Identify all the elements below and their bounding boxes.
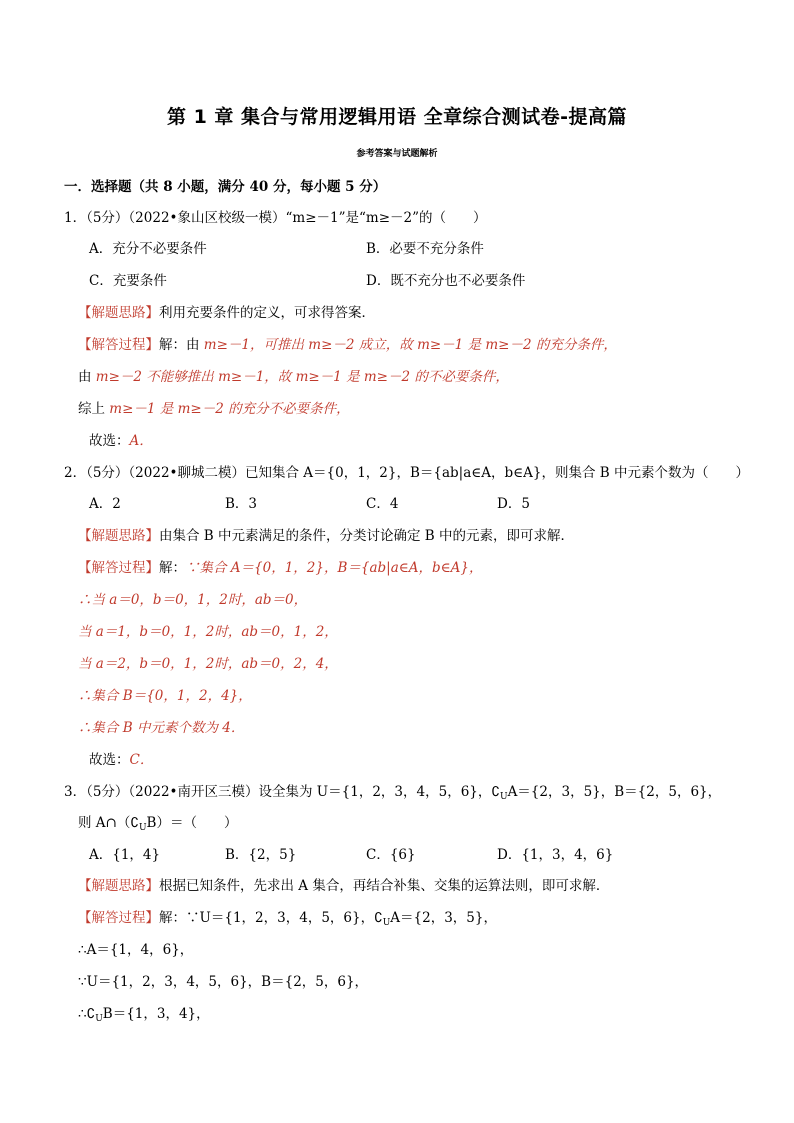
q3-process-line4: [78, 1005, 210, 1028]
q3-option-a: A．{1，4}: [89, 847, 161, 863]
section-heading: 一．选择题（共 8 小题，满分 40 分，每小题 5 分）: [64, 179, 387, 195]
q3-process-sub4: U: [95, 1014, 103, 1024]
q1-process-line3: [78, 400, 350, 418]
q2-process-line5: ∴集合 B＝{0，1，2，4}，: [78, 688, 252, 704]
q1-process-line2: [78, 368, 509, 386]
q2-process-tag: 【解答过程】: [78, 560, 159, 576]
q2-answer-value: C．: [129, 752, 154, 768]
q2-option-a: A．2: [89, 496, 121, 512]
q2-answer-label: 故选：: [89, 752, 130, 768]
q3-process-text1b: A＝{2，3，5}，: [390, 910, 497, 926]
q3-option-d: D．{1，3，4，6}: [497, 847, 614, 863]
q1-option-c: C．充要条件: [89, 273, 167, 289]
q3-process-text4: ∴∁: [78, 1006, 96, 1022]
q2-hint-text: 由集合 B 中元素满足的条件，分类讨论确定 B 中的元素，即可求解．: [159, 528, 575, 544]
q1-process-line1: [78, 336, 617, 354]
page-title: 第 1 章 集合与常用逻辑用语 全章综合测试卷-提高篇: [166, 106, 628, 128]
q3-stem-sub1: U: [499, 792, 508, 802]
q1-answer-label: 故选：: [89, 433, 130, 449]
q3-process-line2: ∴A＝{1，4，6}，: [78, 942, 194, 958]
q2-process-line4: 当 a＝2，b＝0，1，2时，ab＝0，2，4，: [78, 656, 338, 672]
q2-answer: [89, 751, 153, 769]
q1-process-text1: m≥－1，可推出 m≥－2 成立，故 m≥－1 是 m≥－2 的充分条件，: [203, 337, 617, 353]
q3-stem-line1: [64, 783, 721, 806]
q2-hint-tag: 【解题思路】: [78, 528, 159, 544]
q1-process-lead3: 综上: [78, 401, 110, 417]
q2-process-lead: 解：: [159, 560, 186, 576]
q1-hint-text: 利用充要条件的定义，可求得答案．: [159, 305, 375, 321]
q3-option-c: C．{6}: [366, 847, 416, 863]
q1-answer: [89, 432, 153, 450]
q3-process-text1: 解：∵U＝{1，2，3，4，5，6}，∁: [159, 910, 383, 926]
q1-process-lead2: 由: [78, 369, 96, 385]
q3-option-b: B．{2，5}: [225, 847, 297, 863]
q3-stem-text1: 3．（5分）（2022•南开区三模）设全集为 U＝{1，2，3，4，5，6}，∁: [64, 784, 500, 800]
page-subtitle: 参考答案与试题解析: [356, 149, 438, 159]
q2-option-c: C．4: [366, 496, 399, 512]
q3-process-tag: 【解答过程】: [78, 910, 159, 926]
q3-stem-line2: [78, 814, 237, 837]
q3-stem-text1b: A＝{2，3，5}，B＝{2，5，6}，: [507, 784, 722, 800]
q2-option-d: D．5: [497, 496, 530, 512]
q2-process-line2: ∴当 a＝0，b＝0，1，2时，ab＝0，: [78, 592, 308, 608]
q3-stem-text2b: B）＝（ ）: [146, 815, 238, 831]
q1-stem: 1．（5分）（2022•象山区校级一模）“m≥－1”是“m≥－2”的（ ）: [64, 210, 487, 226]
q3-hint: [78, 877, 609, 895]
q1-process-lead: 解：由: [159, 337, 204, 353]
q1-option-b: B．必要不充分条件: [366, 241, 484, 257]
q3-process-line3: ∵U＝{1，2，3，4，5，6}，B＝{2，5，6}，: [78, 974, 369, 990]
q2-stem: 2．（5分）（2022•聊城二模）已知集合 A＝{0，1，2}，B＝{ab|a∈A，b∈A}，则集合 B 中元素个数为（ ）: [64, 465, 749, 481]
q1-process-text2: m≥－2 不能够推出 m≥－1，故 m≥－1 是 m≥－2 的不必要条件，: [95, 369, 509, 385]
q3-process-text4b: B＝{1，3，4}，: [102, 1006, 210, 1022]
q1-option-d: D．既不充分也不必要条件: [366, 273, 526, 289]
q3-hint-tag: 【解题思路】: [78, 878, 159, 894]
q2-process-line3: 当 a＝1，b＝0，1，2时，ab＝0，1，2，: [78, 624, 338, 640]
q2-hint: [78, 527, 574, 545]
q2-process-text1: ∵集合 A＝{0，1，2}，B＝{ab|a∈A，b∈A}，: [186, 560, 483, 576]
q1-process-text3: m≥－1 是 m≥－2 的充分不必要条件，: [109, 401, 350, 417]
q3-stem-text2: 则 A∩（∁: [78, 815, 139, 831]
q1-hint: [78, 304, 375, 322]
q1-process-tag: 【解答过程】: [78, 337, 159, 353]
q1-hint-tag: 【解题思路】: [78, 305, 159, 321]
q2-process-line1: [78, 559, 483, 577]
q2-process-line6: ∴集合 B 中元素个数为 4．: [78, 720, 245, 736]
q2-option-b: B．3: [225, 496, 258, 512]
q3-hint-text: 根据已知条件，先求出 A 集合，再结合补集、交集的运算法则，即可求解．: [159, 878, 610, 894]
q3-process-sub1: U: [382, 918, 391, 928]
q1-answer-value: A．: [129, 433, 153, 449]
q3-process-line1: [78, 909, 497, 932]
q3-stem-sub2: U: [138, 823, 147, 833]
q1-option-a: A．充分不必要条件: [89, 241, 207, 257]
